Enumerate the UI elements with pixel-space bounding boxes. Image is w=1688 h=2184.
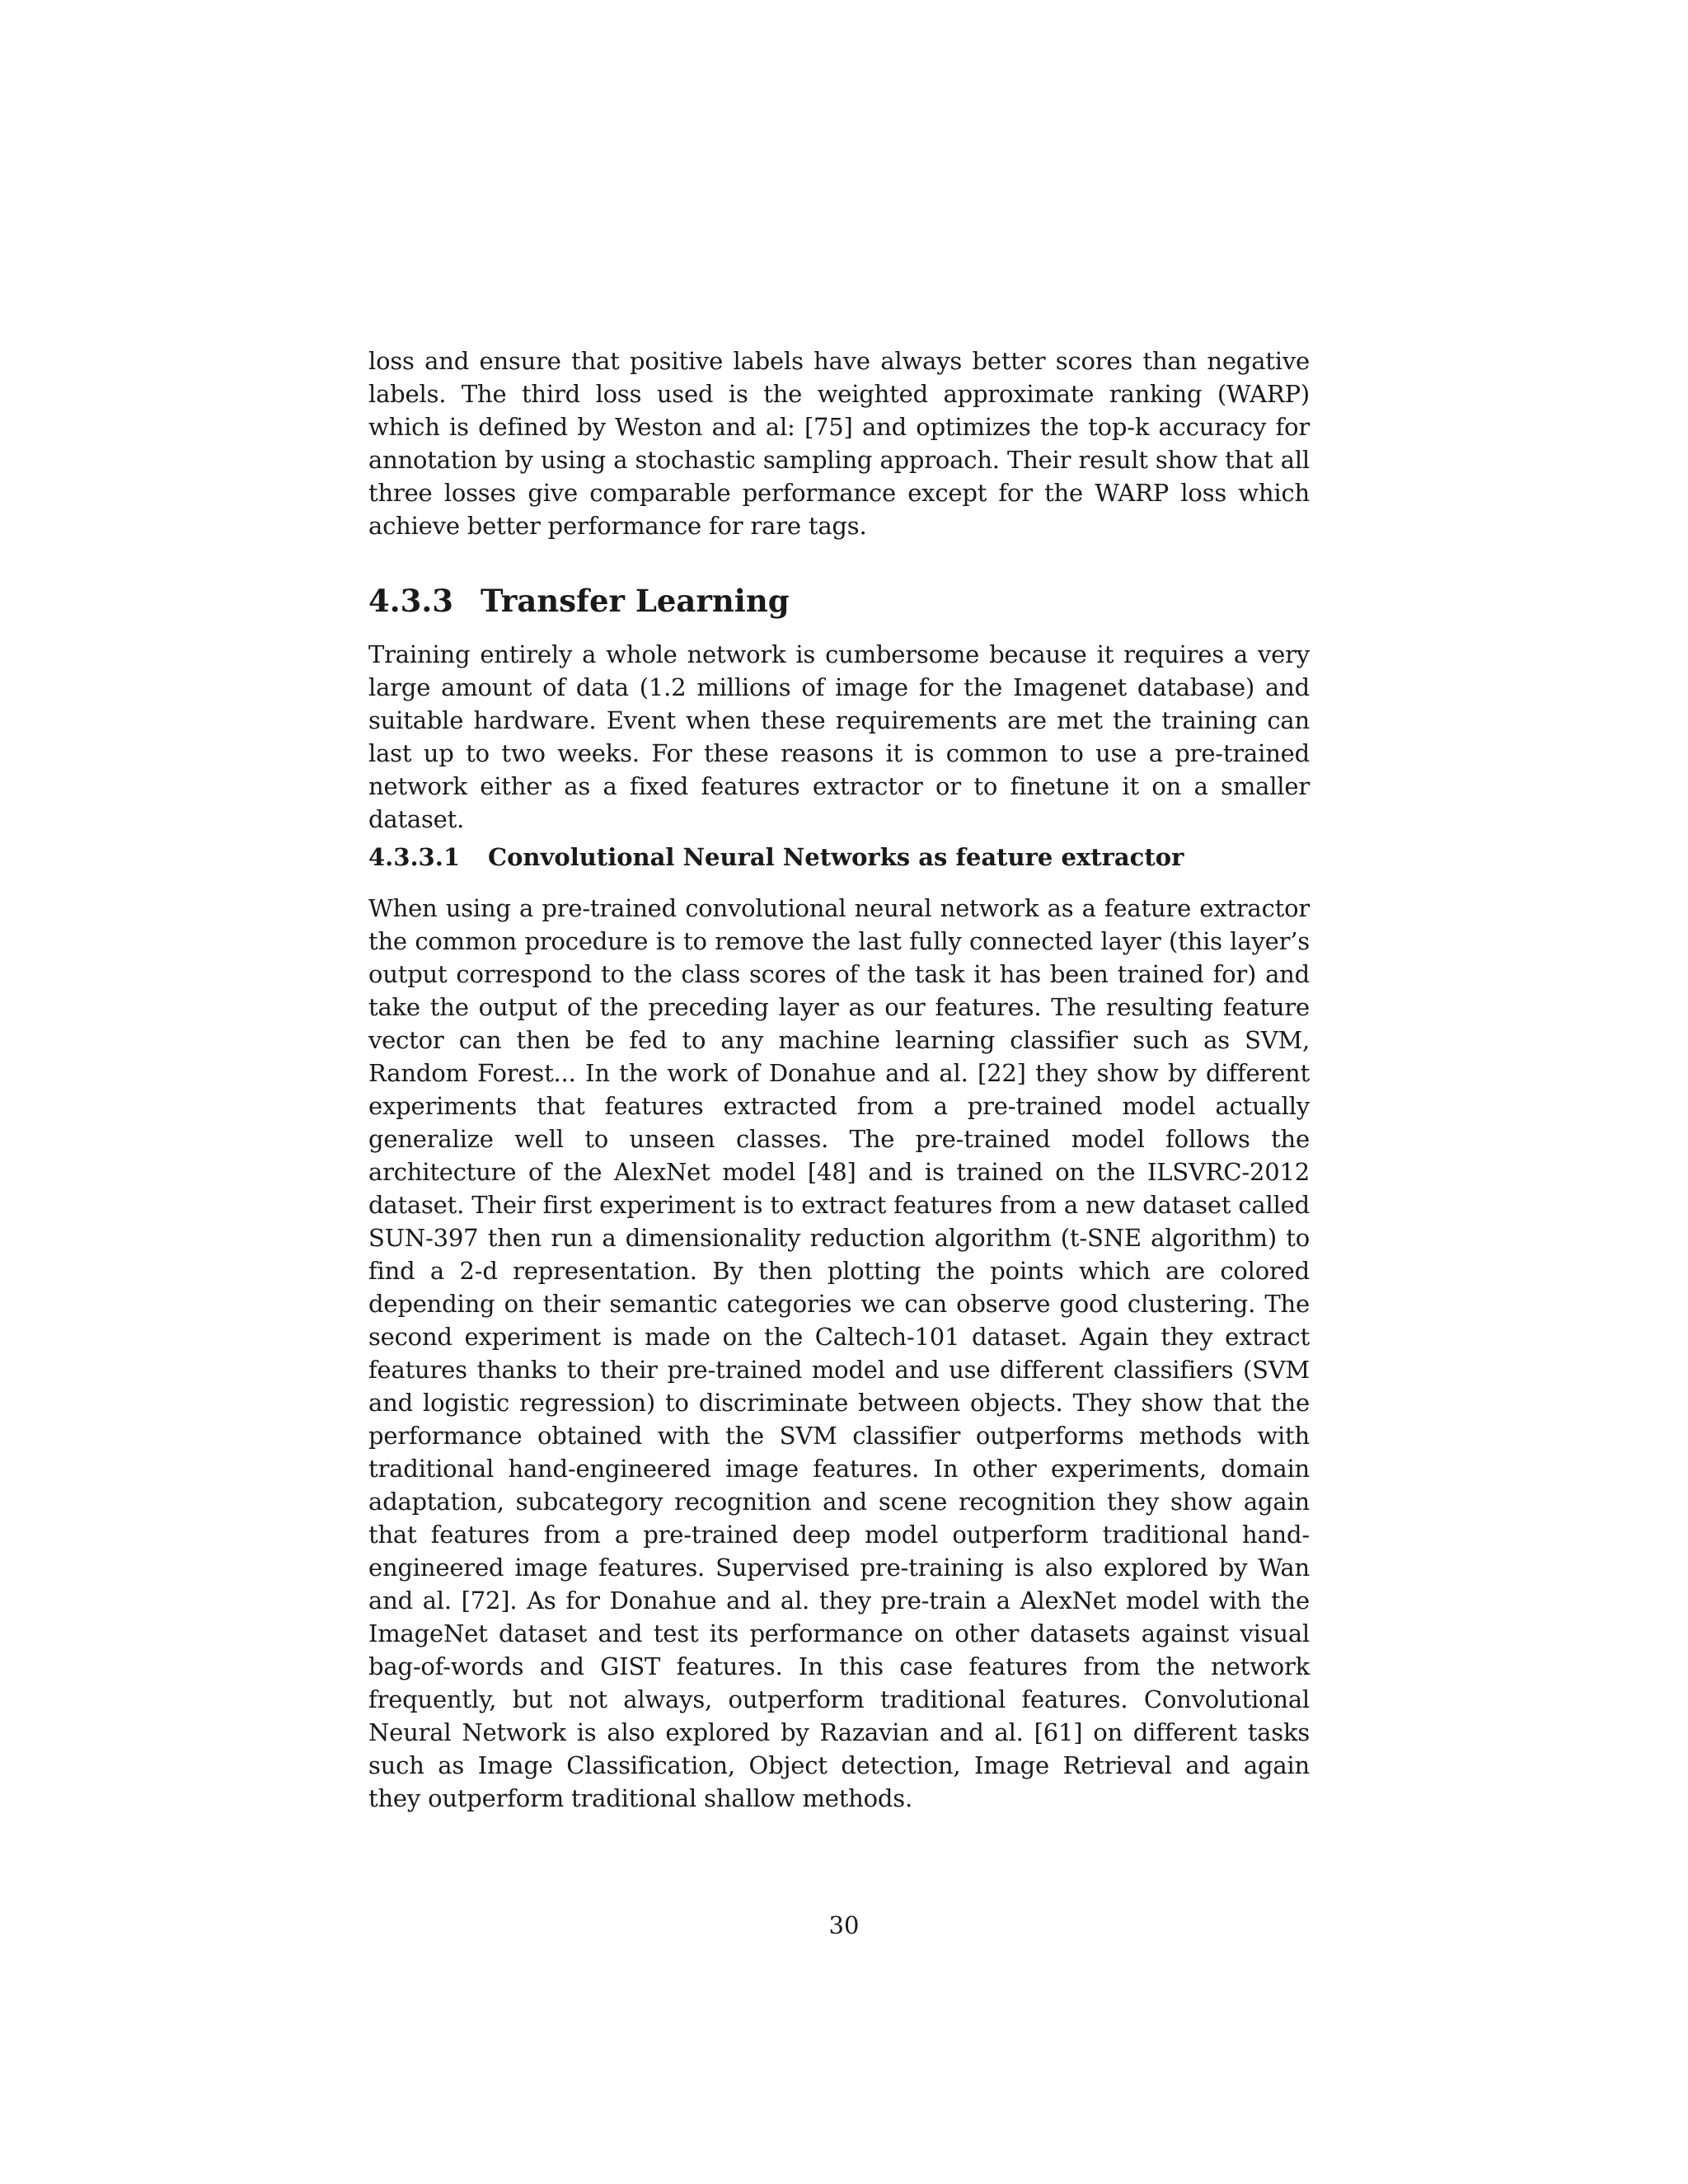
paragraph-feature-extractor: When using a pre-trained convolutional neural network as a feature extractor the common procedure is to remove the last fully connected layer (this layer’s output correspond to the class scores of the task it has been trained for) and take the output of the preceding layer as our features. The resulting feature vector can then be fed to any machine learning classifier such as SVM, Random Forest... In the work of Donahue and al. [22] they show by different experiments that features extracted from a pre-trained model actually generalize well to unseen classes. The pre-trained model follows the architecture of the AlexNet model [48] and is trained on the ILSVRC-2012 dataset. Their first experiment is to extract features from a new dataset called SUN-397 then run a dimensionality reduction algorithm (t-SNE algorithm) to find a 2-d representation. By then plotting the points which are colored depending on their semantic categories we can observe good clustering. The second experiment is made on the Caltech-101 dataset. Again they extract features thanks to their pre-trained model and use different classifiers (SVM and logistic regression) to discriminate between objects. They show that the performance obtained with the SVM classifier outperforms methods with traditional hand-engineered image features. In other experiments, domain adaptation, subcategory recognition and scene recognition they show again that features from a pre-trained deep model outperform traditional hand-engineered image features. Supervised pre-training is also explored by Wan and al. [72]. As for Donahue and al. they pre-train a AlexNet model with the ImageNet dataset and test its performance on other datasets against visual bag-of-words and GIST features. In this case features from the network frequently, but not always, outperform traditional features. Convolutional Neural Network is also explored by Razavian and al. [61] on different tasks such as Image Classification, Object detection, Image Retrieval and again they outperform traditional shallow methods. — [368, 894, 1310, 1812]
subsection-heading — [368, 841, 1310, 874]
subsection-title: Convolutional Neural Networks as feature extractor — [488, 843, 1184, 871]
page-number: 30 — [828, 1911, 860, 1939]
section-title: Transfer Learning — [481, 583, 790, 619]
section-number: 4.3.3 — [368, 583, 453, 619]
paragraph-transfer-learning: Training entirely a whole network is cumbersome because it requires a very large amount of data (1.2 millions of image for the Imagenet database) and suitable hardware. Event when these requirements are met the training can last up to two weeks. For these reasons it is common to use a pre-trained network either as a fixed features extractor or to finetune it on a smaller dataset. — [368, 640, 1310, 833]
subsection-number: 4.3.3.1 — [368, 843, 461, 871]
section-heading — [368, 582, 1310, 620]
paragraph-intro: loss and ensure that positive labels have always better scores than negative labels. The third loss used is the weighted approximate ranking (WARP) which is defined by Weston and al: [75] and optimizes the top-k accuracy for annotation by using a stochastic sampling approach. Their result show that all three losses give comparable performance except for the WARP loss which achieve better performance for rare tags. — [368, 347, 1310, 540]
